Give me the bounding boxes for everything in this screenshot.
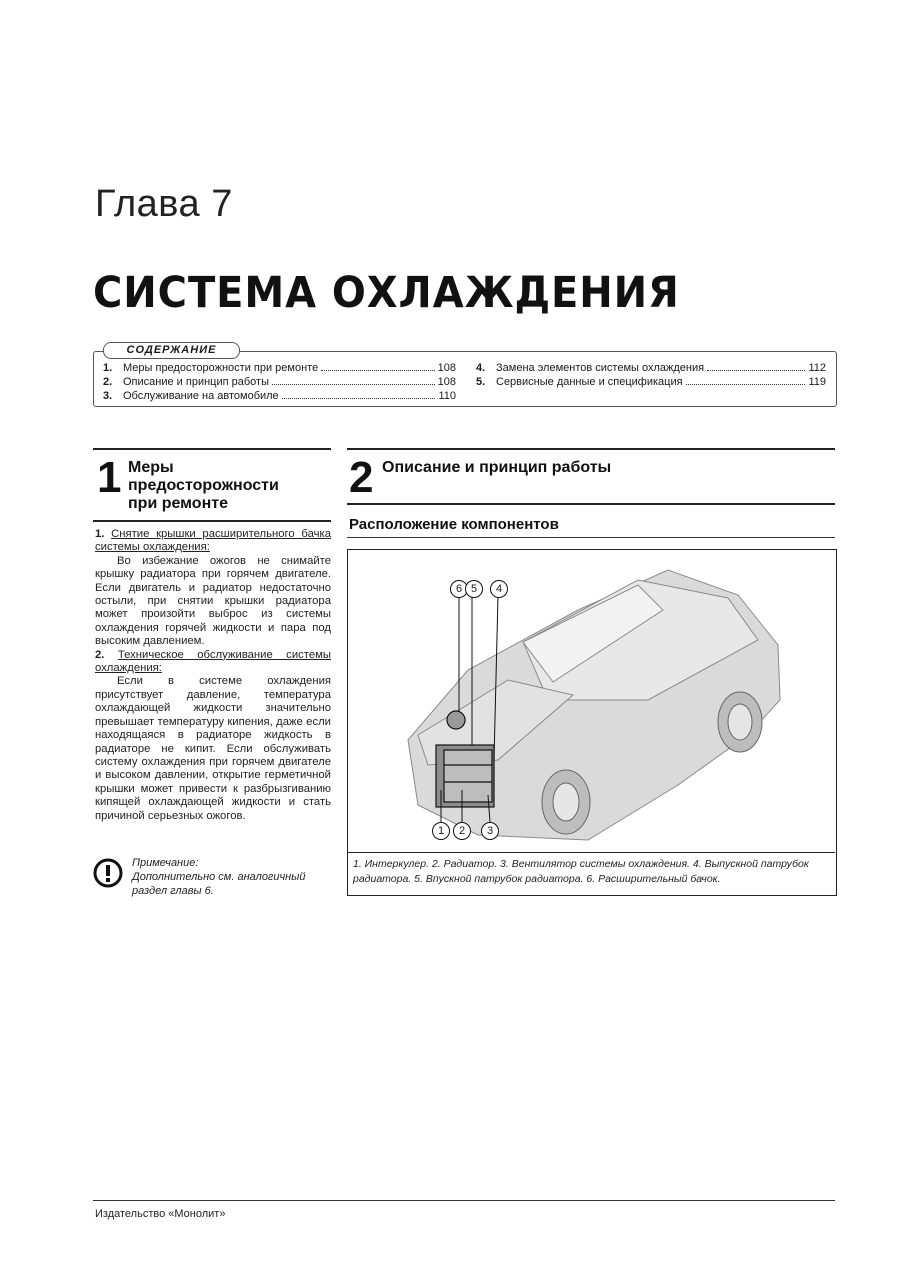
- note: [132, 856, 332, 898]
- toc-item-page: 108: [437, 362, 456, 374]
- toc-item-title: Обслуживание на автомобиле: [123, 390, 279, 402]
- section-1-body: 1. Снятие крышки расширительного бачка системы охлаждения: Во избежание ожогов не снимайте крышку радиатора при горячем двигателе. Если двигатель и радиатор недостаточно остыли, при снятии крышки радиатора может произойти выброс из системы охлаждения горячей жидкости и пара под высоким давлением. 2. Техническое обслуживание системы охлаждения: Если в системе охлаждения присутствует давление, температура охлаждающей жидкости значительно превышает температуру кипения, даже если находящаяся в радиаторе жидкость в радиаторе не кипит. Если обслуживать систему охлаждения при горячем двигателе и высоком давлении, открытие герметичной крышки может привести к разбрызгиванию кипящей охлаждающей жидкости и стать причиной серьезных ожогов.: [95, 528, 331, 822]
- subsection-heading: Расположение компонентов: [349, 516, 559, 533]
- toc-item-title: Описание и принцип работы: [123, 376, 269, 388]
- car-cooling-illustration: [348, 550, 836, 853]
- section-1-top-rule: [93, 448, 331, 450]
- toc-item-number: 4.: [476, 362, 486, 374]
- note-text: Дополнительно см. аналогичный раздел главы 6.: [132, 871, 306, 897]
- toc-leader-dots: [686, 384, 806, 385]
- section-2-mid-rule: [347, 503, 835, 505]
- toc-item-page: 110: [438, 390, 456, 402]
- toc-item-number: 3.: [103, 390, 113, 402]
- toc-item-number: 1.: [103, 362, 113, 374]
- toc-item-title: Замена элементов системы охлаждения: [496, 362, 705, 374]
- toc-left-column: [103, 361, 456, 403]
- section-1-number: 1: [97, 453, 122, 502]
- section-1-bottom-rule: [93, 520, 331, 522]
- section-1-title: Меры предосторожности при ремонте: [128, 459, 279, 512]
- figure-frame: [347, 549, 837, 896]
- callout-4: 4: [490, 580, 508, 598]
- toc-item[interactable]: [103, 375, 456, 389]
- toc-item-title: Меры предосторожности при ремонте: [123, 362, 319, 374]
- toc-leader-dots: [707, 370, 805, 371]
- figure-caption: 1. Интеркулер. 2. Радиатор. 3. Вентилятор системы охлаждения. 4. Выпускной патрубок радиатора. 5. Впускной патрубок радиатора. 6. Расширительный бачок.: [347, 852, 835, 887]
- toc-leader-dots: [321, 370, 434, 371]
- chapter-label: Глава 7: [95, 183, 233, 225]
- callout-2: 2: [453, 822, 471, 840]
- toc-leader-dots: [272, 384, 435, 385]
- toc-item-number: 5.: [476, 376, 486, 388]
- callout-6: 6: [450, 580, 468, 598]
- toc-heading: СОДЕРЖАНИЕ: [103, 342, 240, 359]
- toc-right-column: [476, 361, 826, 389]
- toc-item[interactable]: [476, 375, 826, 389]
- callout-3: 3: [481, 822, 499, 840]
- toc-item-page: 112: [808, 362, 826, 374]
- warning-icon: [93, 858, 123, 888]
- toc-item-number: 2.: [103, 376, 113, 388]
- footer-rule: [93, 1200, 835, 1201]
- section-2-number: 2: [349, 453, 374, 502]
- note-heading: Примечание:: [132, 857, 199, 869]
- toc-item-page: 108: [437, 376, 456, 388]
- chapter-title: СИСТЕМА ОХЛАЖДЕНИЯ: [93, 268, 680, 318]
- callout-5: 5: [465, 580, 483, 598]
- section-2-title: Описание и принцип работы: [382, 459, 612, 476]
- toc-item-title: Сервисные данные и спецификация: [496, 376, 683, 388]
- subsection-rule: [347, 537, 835, 538]
- expansion-tank: [447, 711, 465, 729]
- toc-leader-dots: [282, 398, 436, 399]
- toc-item[interactable]: [103, 361, 456, 375]
- toc-item[interactable]: [103, 389, 456, 403]
- toc-item[interactable]: [476, 361, 826, 375]
- toc-item-page: 119: [808, 376, 826, 388]
- footer-publisher: Издательство «Монолит»: [95, 1208, 226, 1220]
- callout-1: 1: [432, 822, 450, 840]
- section-2-top-rule: [347, 448, 835, 450]
